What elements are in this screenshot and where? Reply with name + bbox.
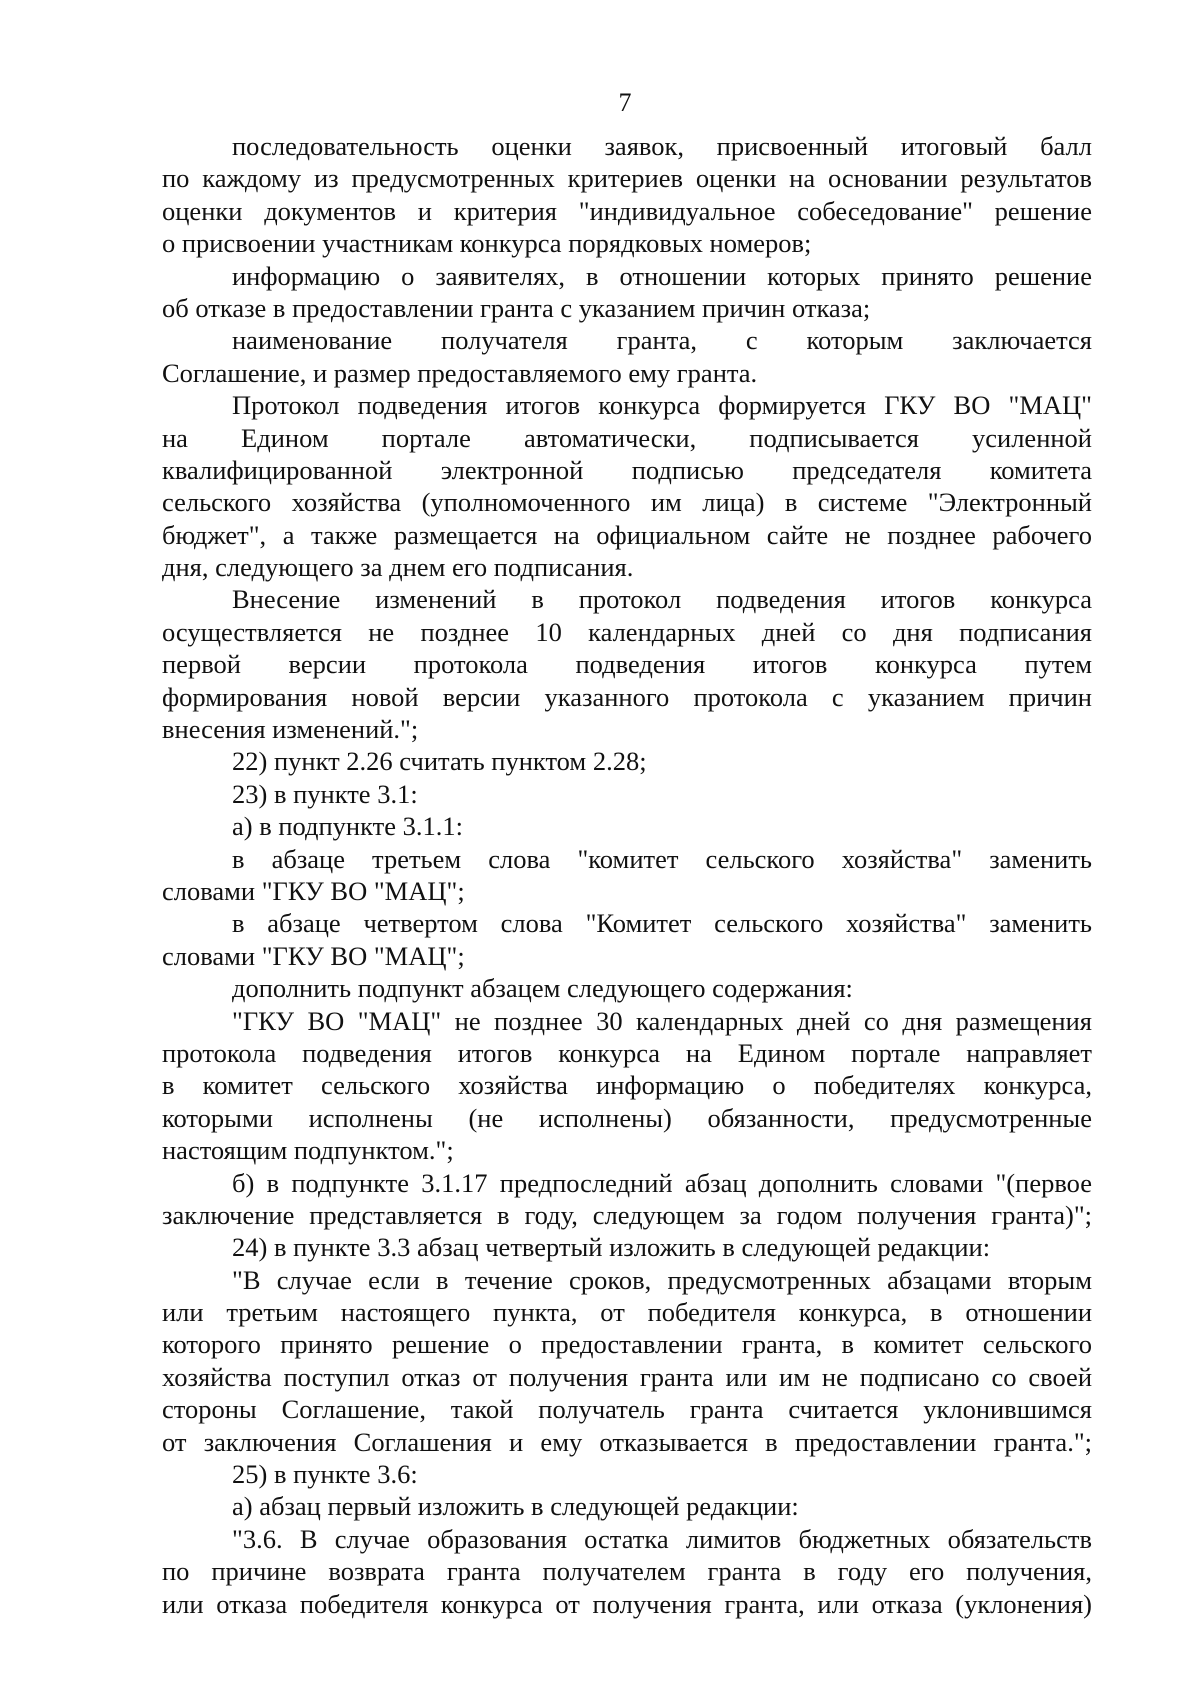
text-line: б) в подпункте 3.1.17 предпоследний абзац дополнить словами "(первое xyxy=(232,1167,1092,1198)
text-line: сельского хозяйства (уполномоченного им лица) в системе "Электронный xyxy=(162,487,1092,518)
text-line: информацию о заявителях, в отношении которых принято решение xyxy=(232,260,1092,291)
text-line: оценки документов и критерия "индивидуальное собеседование" решение xyxy=(162,195,1092,226)
document-body xyxy=(162,130,1092,1620)
text-line: Протокол подведения итогов конкурса формируется ГКУ ВО "МАЦ" xyxy=(232,390,1092,421)
text-line: а) в подпункте 3.1.1: xyxy=(232,811,463,842)
text-line: 24) в пункте 3.3 абзац четвертый изложить в следующей редакции: xyxy=(232,1232,991,1263)
text-line: "В случае если в течение сроков, предусмотренных абзацами вторым xyxy=(232,1264,1092,1295)
text-line: хозяйства поступил отказ от получения гранта или им не подписано со своей xyxy=(162,1361,1092,1392)
text-line: или отказа победителя конкурса от получения гранта, или отказа (уклонения) xyxy=(162,1588,1092,1619)
text-line: в абзаце третьем слова "комитет сельского хозяйства" заменить xyxy=(232,843,1092,874)
text-line: от заключения Соглашения и ему отказывается в предоставлении гранта."; xyxy=(162,1426,1092,1457)
text-line: об отказе в предоставлении гранта с указанием причин отказа; xyxy=(162,292,871,323)
text-line: протокола подведения итогов конкурса на Едином портале направляет xyxy=(162,1037,1092,1068)
text-line: Соглашение, и размер предоставляемого ему гранта. xyxy=(162,357,758,388)
text-line: в комитет сельского хозяйства информацию о победителях конкурса, xyxy=(162,1070,1092,1101)
text-line: 22) пункт 2.26 считать пунктом 2.28; xyxy=(232,746,647,777)
text-line: 25) в пункте 3.6: xyxy=(232,1459,418,1490)
text-line: настоящим подпунктом."; xyxy=(162,1135,454,1166)
text-line: о присвоении участникам конкурса порядковых номеров; xyxy=(162,228,812,259)
text-line: последовательность оценки заявок, присвоенный итоговый балл xyxy=(232,131,1092,161)
text-line: которого принято решение о предоставлении гранта, в комитет сельского xyxy=(162,1329,1092,1360)
page-number: 7 xyxy=(618,88,632,117)
text-line: или третьим настоящего пункта, от победителя конкурса, в отношении xyxy=(162,1297,1092,1328)
text-line: "ГКУ ВО "МАЦ" не позднее 30 календарных дней со дня размещения xyxy=(232,1005,1092,1036)
text-line: Внесение изменений в протокол подведения итогов конкурса xyxy=(232,584,1092,615)
text-line: которыми исполнены (не исполнены) обязанности, предусмотренные xyxy=(162,1102,1092,1133)
text-line: в абзаце четвертом слова "Комитет сельского хозяйства" заменить xyxy=(232,908,1092,939)
text-line: внесения изменений."; xyxy=(162,714,419,745)
text-line: формирования новой версии указанного протокола с указанием причин xyxy=(162,681,1092,712)
text-line: первой версии протокола подведения итогов конкурса путем xyxy=(162,649,1092,680)
text-line: стороны Соглашение, такой получатель гранта считается уклонившимся xyxy=(162,1394,1092,1425)
text-line: на Едином портале автоматически, подписывается усиленной xyxy=(162,422,1092,453)
text-line: заключение представляется в году, следующем за годом получения гранта)"; xyxy=(162,1199,1092,1230)
text-line: а) абзац первый изложить в следующей редакции: xyxy=(232,1491,799,1522)
text-line: осуществляется не позднее 10 календарных дней со дня подписания xyxy=(162,616,1092,647)
text-line: словами "ГКУ ВО "МАЦ"; xyxy=(162,940,465,971)
text-line: бюджет", а также размещается на официальном сайте не позднее рабочего xyxy=(162,519,1092,550)
text-line: по каждому из предусмотренных критериев оценки на основании результатов xyxy=(162,163,1092,194)
text-line: наименование получателя гранта, с которым заключается xyxy=(232,325,1092,356)
text-line: дня, следующего за днем его подписания. xyxy=(162,552,634,583)
text-line: по причине возврата гранта получателем гранта в году его получения, xyxy=(162,1556,1092,1587)
text-line: квалифицированной электронной подписью председателя комитета xyxy=(162,454,1092,485)
text-line: словами "ГКУ ВО "МАЦ"; xyxy=(162,875,465,906)
text-line: 23) в пункте 3.1: xyxy=(232,778,418,809)
text-line: "3.6. В случае образования остатка лимитов бюджетных обязательств xyxy=(232,1523,1092,1554)
text-line: дополнить подпункт абзацем следующего содержания: xyxy=(232,973,853,1004)
